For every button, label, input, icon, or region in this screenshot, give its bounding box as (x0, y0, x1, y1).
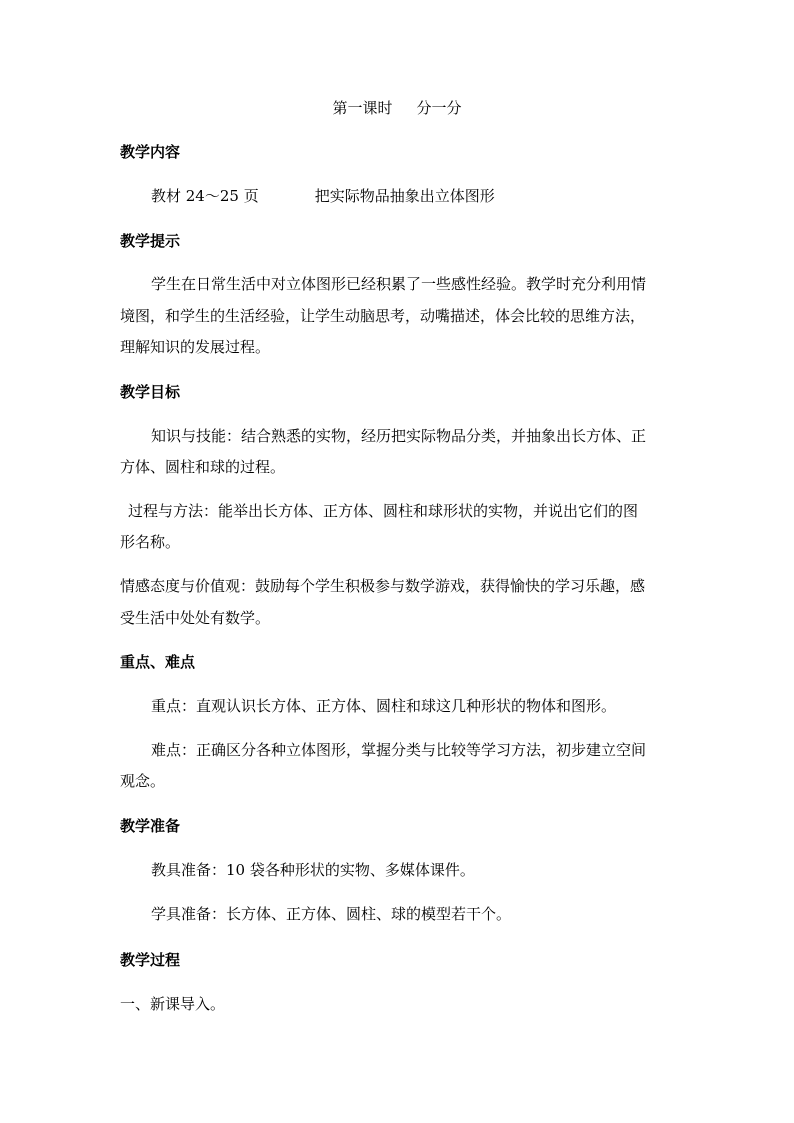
section-heading-content: 教学内容 (120, 143, 181, 161)
difficult-point-line: 观念。 (120, 772, 166, 790)
goal-knowledge-line: 方体、圆柱和球的过程。 (120, 458, 286, 476)
textbook-pages: 教材 24～25 页 (151, 187, 259, 205)
content-description: 把实际物品抽象出立体图形 (314, 187, 495, 205)
hint-line: 境图，和学生的生活经验，让学生动脑思考，动嘴描述，体会比较的思维方法， (120, 307, 646, 325)
lesson-number: 第一课时 (332, 99, 393, 117)
lesson-title (0, 98, 794, 118)
difficult-point-line: 难点：正确区分各种立体图形，掌握分类与比较等学习方法，初步建立空间 (151, 741, 647, 759)
hint-line: 理解知识的发展过程。 (120, 338, 271, 356)
section-heading-preparation: 教学准备 (120, 817, 181, 835)
teacher-preparation-line: 教具准备：10 袋各种形状的实物、多媒体课件。 (151, 861, 475, 879)
hint-line: 学生在日常生活中对立体图形已经积累了一些感性经验。教学时充分利用情 (151, 275, 647, 293)
process-step-line: 一、新课导入。 (120, 995, 226, 1013)
section-heading-key-points: 重点、难点 (120, 653, 196, 671)
goal-emotion-line: 情感态度与价值观：鼓励每个学生积极参与数学游戏，获得愉快的学习乐趣，感 (120, 577, 646, 595)
lesson-topic: 分一分 (416, 99, 462, 117)
goal-emotion-line: 受生活中处处有数学。 (120, 609, 271, 627)
goal-process-line: 过程与方法：能举出长方体、正方体、圆柱和球形状的实物，并说出它们的图 (128, 502, 639, 520)
key-point-line: 重点：直观认识长方体、正方体、圆柱和球这几种形状的物体和图形。 (151, 697, 617, 715)
section-heading-hint: 教学提示 (120, 232, 181, 250)
goal-process-line: 形名称。 (120, 533, 181, 551)
goal-knowledge-line: 知识与技能：结合熟悉的实物，经历把实际物品分类，并抽象出长方体、正 (151, 427, 647, 445)
student-preparation-line: 学具准备：长方体、正方体、圆柱、球的模型若干个。 (151, 905, 512, 923)
section-heading-goals: 教学目标 (120, 383, 181, 401)
content-line (151, 186, 495, 206)
section-heading-process: 教学过程 (120, 951, 181, 969)
